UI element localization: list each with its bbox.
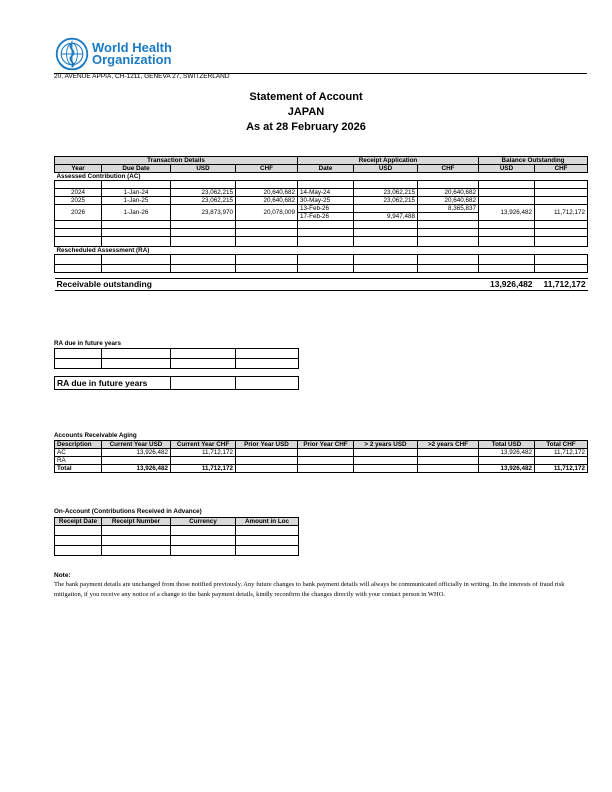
table-row xyxy=(55,205,588,213)
col-prior-chf: Prior Year CHF xyxy=(298,441,354,449)
statement-title: Statement of Account xyxy=(249,91,363,103)
who-emblem-icon xyxy=(54,36,90,72)
cell xyxy=(354,465,418,473)
table-row xyxy=(55,349,299,359)
section-ac-row xyxy=(55,173,588,181)
cell-due: 1-Jan-24 xyxy=(102,189,171,197)
cell: 11,712,172 xyxy=(171,465,236,473)
col-receipt-number: Receipt Number xyxy=(102,518,171,526)
section-ra-label: Rescheduled Assessment (RA) xyxy=(55,247,588,255)
on-account-header-row xyxy=(55,518,299,526)
table-row xyxy=(55,536,299,546)
cell-r-chf xyxy=(418,213,479,221)
cell-r-usd: 23,062,215 xyxy=(354,197,418,205)
cell-year: 2025 xyxy=(55,197,102,205)
column-header-row xyxy=(55,165,588,173)
cell-desc: AC xyxy=(55,449,102,457)
group-header-receipt: Receipt Application xyxy=(298,157,479,165)
aging-title: Accounts Receivable Aging xyxy=(54,432,137,439)
cell-r-chf: 20,640,682 xyxy=(418,189,479,197)
note-text: The bank payment details are unchanged from those notified previously. Any future changes to bank payment details will always be communicated officially in writing. In the interests of fraud risk mitigation, if you receive any notice of a change to the bank payment details, kindly reconfirm the changes directly with your contact person in WHO. xyxy=(54,581,565,598)
spacer-row xyxy=(55,369,299,377)
cell: 11,712,172 xyxy=(535,449,588,457)
table-row xyxy=(55,546,299,556)
cell xyxy=(354,457,418,465)
cell xyxy=(354,449,418,457)
col-balance-usd: USD xyxy=(479,165,535,173)
cell-date: 17-Feb-26 xyxy=(298,213,354,221)
section-ac-label: Assessed Contribution (AC) xyxy=(55,173,588,181)
table-row xyxy=(55,265,588,273)
cell-due: 1-Jan-26 xyxy=(102,205,171,221)
cell xyxy=(298,465,354,473)
cell-due: 1-Jan-25 xyxy=(102,197,171,205)
org-name-line1: World Health xyxy=(92,40,172,55)
col-due-date: Due Date xyxy=(102,165,171,173)
col-total-chf: Total CHF xyxy=(535,441,588,449)
statement-date: As at 28 February 2026 xyxy=(246,121,366,133)
cell-b-chf xyxy=(535,189,588,197)
table-row xyxy=(55,526,299,536)
on-account-table xyxy=(54,517,299,556)
col-year: Year xyxy=(55,165,102,173)
group-header-transaction: Transaction Details xyxy=(55,157,298,165)
cell-year: 2026 xyxy=(55,205,102,221)
cell-r-usd: 9,947,488 xyxy=(354,213,418,221)
col-receipt-chf: CHF xyxy=(418,165,479,173)
note-title: Note: xyxy=(54,572,71,579)
org-name-line2: Organization xyxy=(92,52,172,67)
col-balance-chf: CHF xyxy=(535,165,588,173)
col-receipt-date: Receipt Date xyxy=(55,518,102,526)
statement-table xyxy=(54,156,588,291)
col-total-usd: Total USD xyxy=(479,441,535,449)
receivable-usd: 13,926,482 xyxy=(479,279,535,291)
cell xyxy=(535,457,588,465)
table-row xyxy=(55,237,588,247)
cell: 13,926,482 xyxy=(102,465,171,473)
cell xyxy=(236,449,298,457)
org-address: 20, AVENUE APPIA, CH-1211, GENEVA 27, SWITZERLAND xyxy=(54,73,230,80)
cell-date: 30-May-25 xyxy=(298,197,354,205)
cell xyxy=(298,457,354,465)
cell xyxy=(236,465,298,473)
col-current-usd: Current Year USD xyxy=(102,441,171,449)
country-name: JAPAN xyxy=(287,106,325,118)
group-header-balance: Balance Outstanding xyxy=(479,157,588,165)
cell-chf: 20,078,009 xyxy=(236,205,298,221)
col-usd: USD xyxy=(171,165,236,173)
table-row xyxy=(55,229,588,237)
ra-future-total-label: RA due in future years xyxy=(55,377,171,390)
cell-b-chf xyxy=(535,197,588,205)
table-row xyxy=(55,255,588,265)
cell xyxy=(418,465,479,473)
cell-usd: 23,062,215 xyxy=(171,189,236,197)
cell: 13,926,482 xyxy=(479,465,535,473)
col-current-chf: Current Year CHF xyxy=(171,441,236,449)
ra-future-table xyxy=(54,348,299,390)
col-amount-loc: Amount in Loc xyxy=(236,518,299,526)
cell-date: 13-Feb-26 xyxy=(298,205,354,213)
col-2yr-usd: > 2 years USD xyxy=(354,441,418,449)
table-row xyxy=(55,359,299,369)
cell-b-chf: 11,712,172 xyxy=(535,205,588,221)
cell-usd: 23,873,970 xyxy=(171,205,236,221)
col-receipt-usd: USD xyxy=(354,165,418,173)
cell-chf: 20,640,682 xyxy=(236,197,298,205)
col-date: Date xyxy=(298,165,354,173)
cell xyxy=(298,449,354,457)
on-account-title: On-Account (Contributions Received in Advance) xyxy=(54,508,202,515)
receivable-label: Receivable outstanding xyxy=(55,279,479,291)
cell-r-usd: 23,062,215 xyxy=(354,189,418,197)
col-chf: CHF xyxy=(236,165,298,173)
cell: 13,926,482 xyxy=(479,449,535,457)
section-ra-row xyxy=(55,247,588,255)
receivable-chf: 11,712,172 xyxy=(535,279,588,291)
aging-table xyxy=(54,440,588,473)
cell: 11,712,172 xyxy=(171,449,236,457)
cell-usd: 23,062,215 xyxy=(171,197,236,205)
table-row xyxy=(55,221,588,229)
table-row xyxy=(55,181,588,189)
col-2yr-chf: >2 years CHF xyxy=(418,441,479,449)
ra-future-title: RA due in future years xyxy=(54,340,121,347)
cell xyxy=(418,449,479,457)
cell xyxy=(479,457,535,465)
receivable-row xyxy=(55,279,588,291)
table-row xyxy=(55,457,588,465)
cell-desc: RA xyxy=(55,457,102,465)
cell-year: 2024 xyxy=(55,189,102,197)
cell-desc: Total xyxy=(55,465,102,473)
aging-total-row xyxy=(55,465,588,473)
col-prior-usd: Prior Year USD xyxy=(236,441,298,449)
cell xyxy=(102,457,171,465)
cell-b-usd: 13,926,482 xyxy=(479,205,535,221)
cell-r-chf: 8,365,837 xyxy=(418,205,479,213)
table-row xyxy=(55,449,588,457)
table-row xyxy=(55,197,588,205)
aging-header-row xyxy=(55,441,588,449)
cell-b-usd xyxy=(479,197,535,205)
cell-chf: 20,640,682 xyxy=(236,189,298,197)
who-logo xyxy=(54,36,172,72)
cell-date: 14-May-24 xyxy=(298,189,354,197)
cell xyxy=(236,457,298,465)
cell-b-usd xyxy=(479,189,535,197)
cell-r-usd xyxy=(354,205,418,213)
cell: 13,926,482 xyxy=(102,449,171,457)
cell xyxy=(171,457,236,465)
cell-r-chf: 20,640,682 xyxy=(418,197,479,205)
table-row xyxy=(55,189,588,197)
col-description: Description xyxy=(55,441,102,449)
cell xyxy=(418,457,479,465)
col-currency: Currency xyxy=(171,518,236,526)
ra-future-total-row xyxy=(55,377,299,390)
group-header-row xyxy=(55,157,588,165)
cell: 11,712,172 xyxy=(535,465,588,473)
